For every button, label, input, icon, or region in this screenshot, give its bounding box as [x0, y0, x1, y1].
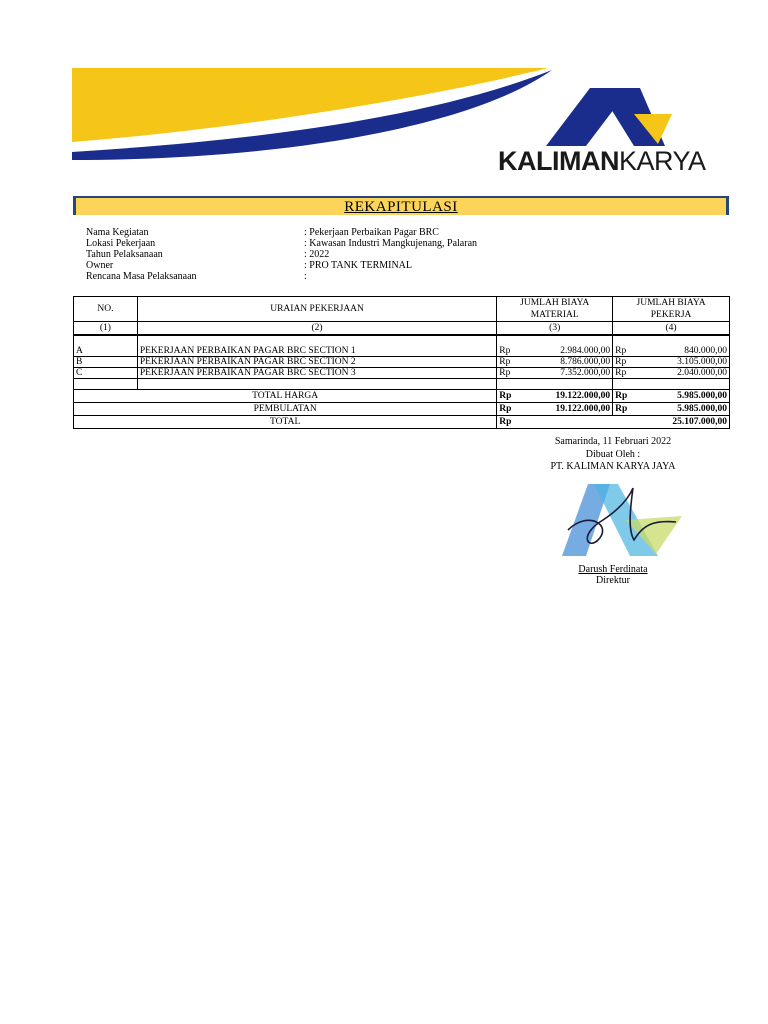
pembulatan-pekerja: 5.985.000,00	[677, 404, 727, 414]
info-value-row: :	[304, 271, 307, 282]
total-row	[74, 416, 730, 429]
info-value: 2022	[309, 249, 330, 260]
header-no: NO.	[74, 297, 138, 322]
signatory-position: Direktur	[596, 575, 630, 586]
logo-text-light: KARYA	[618, 146, 706, 176]
header-pekerja	[613, 297, 730, 322]
row-material: 7.352.000,00	[515, 368, 613, 379]
table-spacer-row	[74, 335, 730, 346]
empty-cell	[497, 379, 613, 390]
row-currency: Rp	[497, 346, 515, 357]
pembulatan-currency: Rp	[499, 404, 512, 414]
header-material	[497, 297, 613, 322]
pembulatan-row	[74, 403, 730, 416]
signatory-name: Darush Ferdinata	[578, 564, 648, 575]
info-value: Kawasan Industri Mangkujenang, Palaran	[309, 238, 478, 249]
total-currency: Rp	[499, 417, 512, 427]
total-label: TOTAL	[74, 416, 497, 429]
header-material-line2: MATERIAL	[530, 310, 579, 320]
info-label: Lokasi Pekerjaan	[86, 238, 156, 249]
table-row	[74, 368, 730, 379]
signature-made-by: Dibuat Oleh :	[585, 449, 641, 460]
row-currency: Rp	[497, 357, 515, 368]
info-value-row: : PRO TANK TERMINAL	[304, 260, 413, 271]
header-pekerja-line1: JUMLAH BIAYA	[636, 298, 706, 308]
col-number: (1)	[74, 322, 138, 336]
empty-cell	[613, 379, 730, 390]
row-no: C	[74, 368, 138, 379]
row-material: 2.984.000,00	[515, 346, 613, 357]
info-values	[304, 227, 477, 282]
spacer-cell	[613, 335, 730, 346]
info-value: Pekerjaan Perbaikan Pagar BRC	[309, 227, 439, 238]
row-pekerja: 840.000,00	[631, 346, 730, 357]
col-number: (2)	[137, 322, 496, 336]
pembulatan-label: PEMBULATAN	[74, 403, 497, 416]
info-value: PRO TANK TERMINAL	[309, 260, 413, 271]
row-pekerja: 3.105.000,00	[631, 357, 730, 368]
total-harga-row	[74, 390, 730, 403]
header-uraian: URAIAN PEKERJAAN	[137, 297, 496, 322]
header-pekerja-line2: PEKERJA	[650, 310, 692, 320]
total-harga-pekerja: 5.985.000,00	[677, 391, 727, 401]
info-label: Rencana Masa Pelaksanaan	[86, 271, 197, 282]
info-value-row: : Kawasan Industri Mangkujenang, Palaran	[304, 238, 478, 249]
col-number: (4)	[613, 322, 730, 336]
spacer-cell	[137, 335, 496, 346]
total-harga-label: TOTAL HARGA	[74, 390, 497, 403]
signature-company: PT. KALIMAN KARYA JAYA	[550, 461, 676, 472]
table-header-row	[74, 297, 730, 322]
title-bar	[73, 196, 729, 215]
company-stamp	[558, 480, 688, 562]
info-value-row: : 2022	[304, 249, 330, 260]
spacer-cell	[497, 335, 613, 346]
signature-place-date: Samarinda, 11 Februari 2022	[554, 436, 672, 447]
info-value-row: : Pekerjaan Perbaikan Pagar BRC	[304, 227, 439, 238]
row-currency: Rp	[613, 368, 631, 379]
company-logo-mark	[546, 88, 672, 146]
row-currency: Rp	[613, 357, 631, 368]
total-harga-currency: Rp	[499, 391, 512, 401]
info-label: Owner	[86, 260, 114, 271]
total-harga-currency: Rp	[615, 391, 628, 401]
row-currency: Rp	[497, 368, 515, 379]
row-no: B	[74, 357, 138, 368]
total-harga-material: 19.122.000,00	[515, 390, 613, 403]
row-pekerja: 2.040.000,00	[631, 368, 730, 379]
row-desc: PEKERJAAN PERBAIKAN PAGAR BRC SECTION 1	[137, 346, 496, 357]
empty-cell	[74, 379, 138, 390]
column-number-row	[74, 322, 730, 336]
row-desc: PEKERJAAN PERBAIKAN PAGAR BRC SECTION 2	[137, 357, 496, 368]
spacer-cell	[74, 335, 138, 346]
col-number: (3)	[497, 322, 613, 336]
empty-cell	[137, 379, 496, 390]
table-row	[74, 346, 730, 357]
table-empty-row	[74, 379, 730, 390]
row-currency: Rp	[613, 346, 631, 357]
total-amount: 25.107.000,00	[672, 417, 727, 427]
header-material-line1: JUMLAH BIAYA	[520, 298, 590, 308]
table-row	[74, 357, 730, 368]
page-title: REKAPITULASI	[344, 199, 458, 215]
info-label: Tahun Pelaksanaan	[86, 249, 163, 260]
pembulatan-currency: Rp	[615, 404, 628, 414]
recap-table	[73, 296, 730, 429]
info-label: Nama Kegiatan	[86, 227, 149, 238]
pembulatan-material: 19.122.000,00	[515, 403, 613, 416]
row-material: 8.786.000,00	[515, 357, 613, 368]
company-logo-text	[498, 146, 706, 177]
row-no: A	[74, 346, 138, 357]
info-labels	[86, 227, 197, 282]
row-desc: PEKERJAAN PERBAIKAN PAGAR BRC SECTION 3	[137, 368, 496, 379]
logo-text-bold: KALIMAN	[498, 146, 619, 176]
